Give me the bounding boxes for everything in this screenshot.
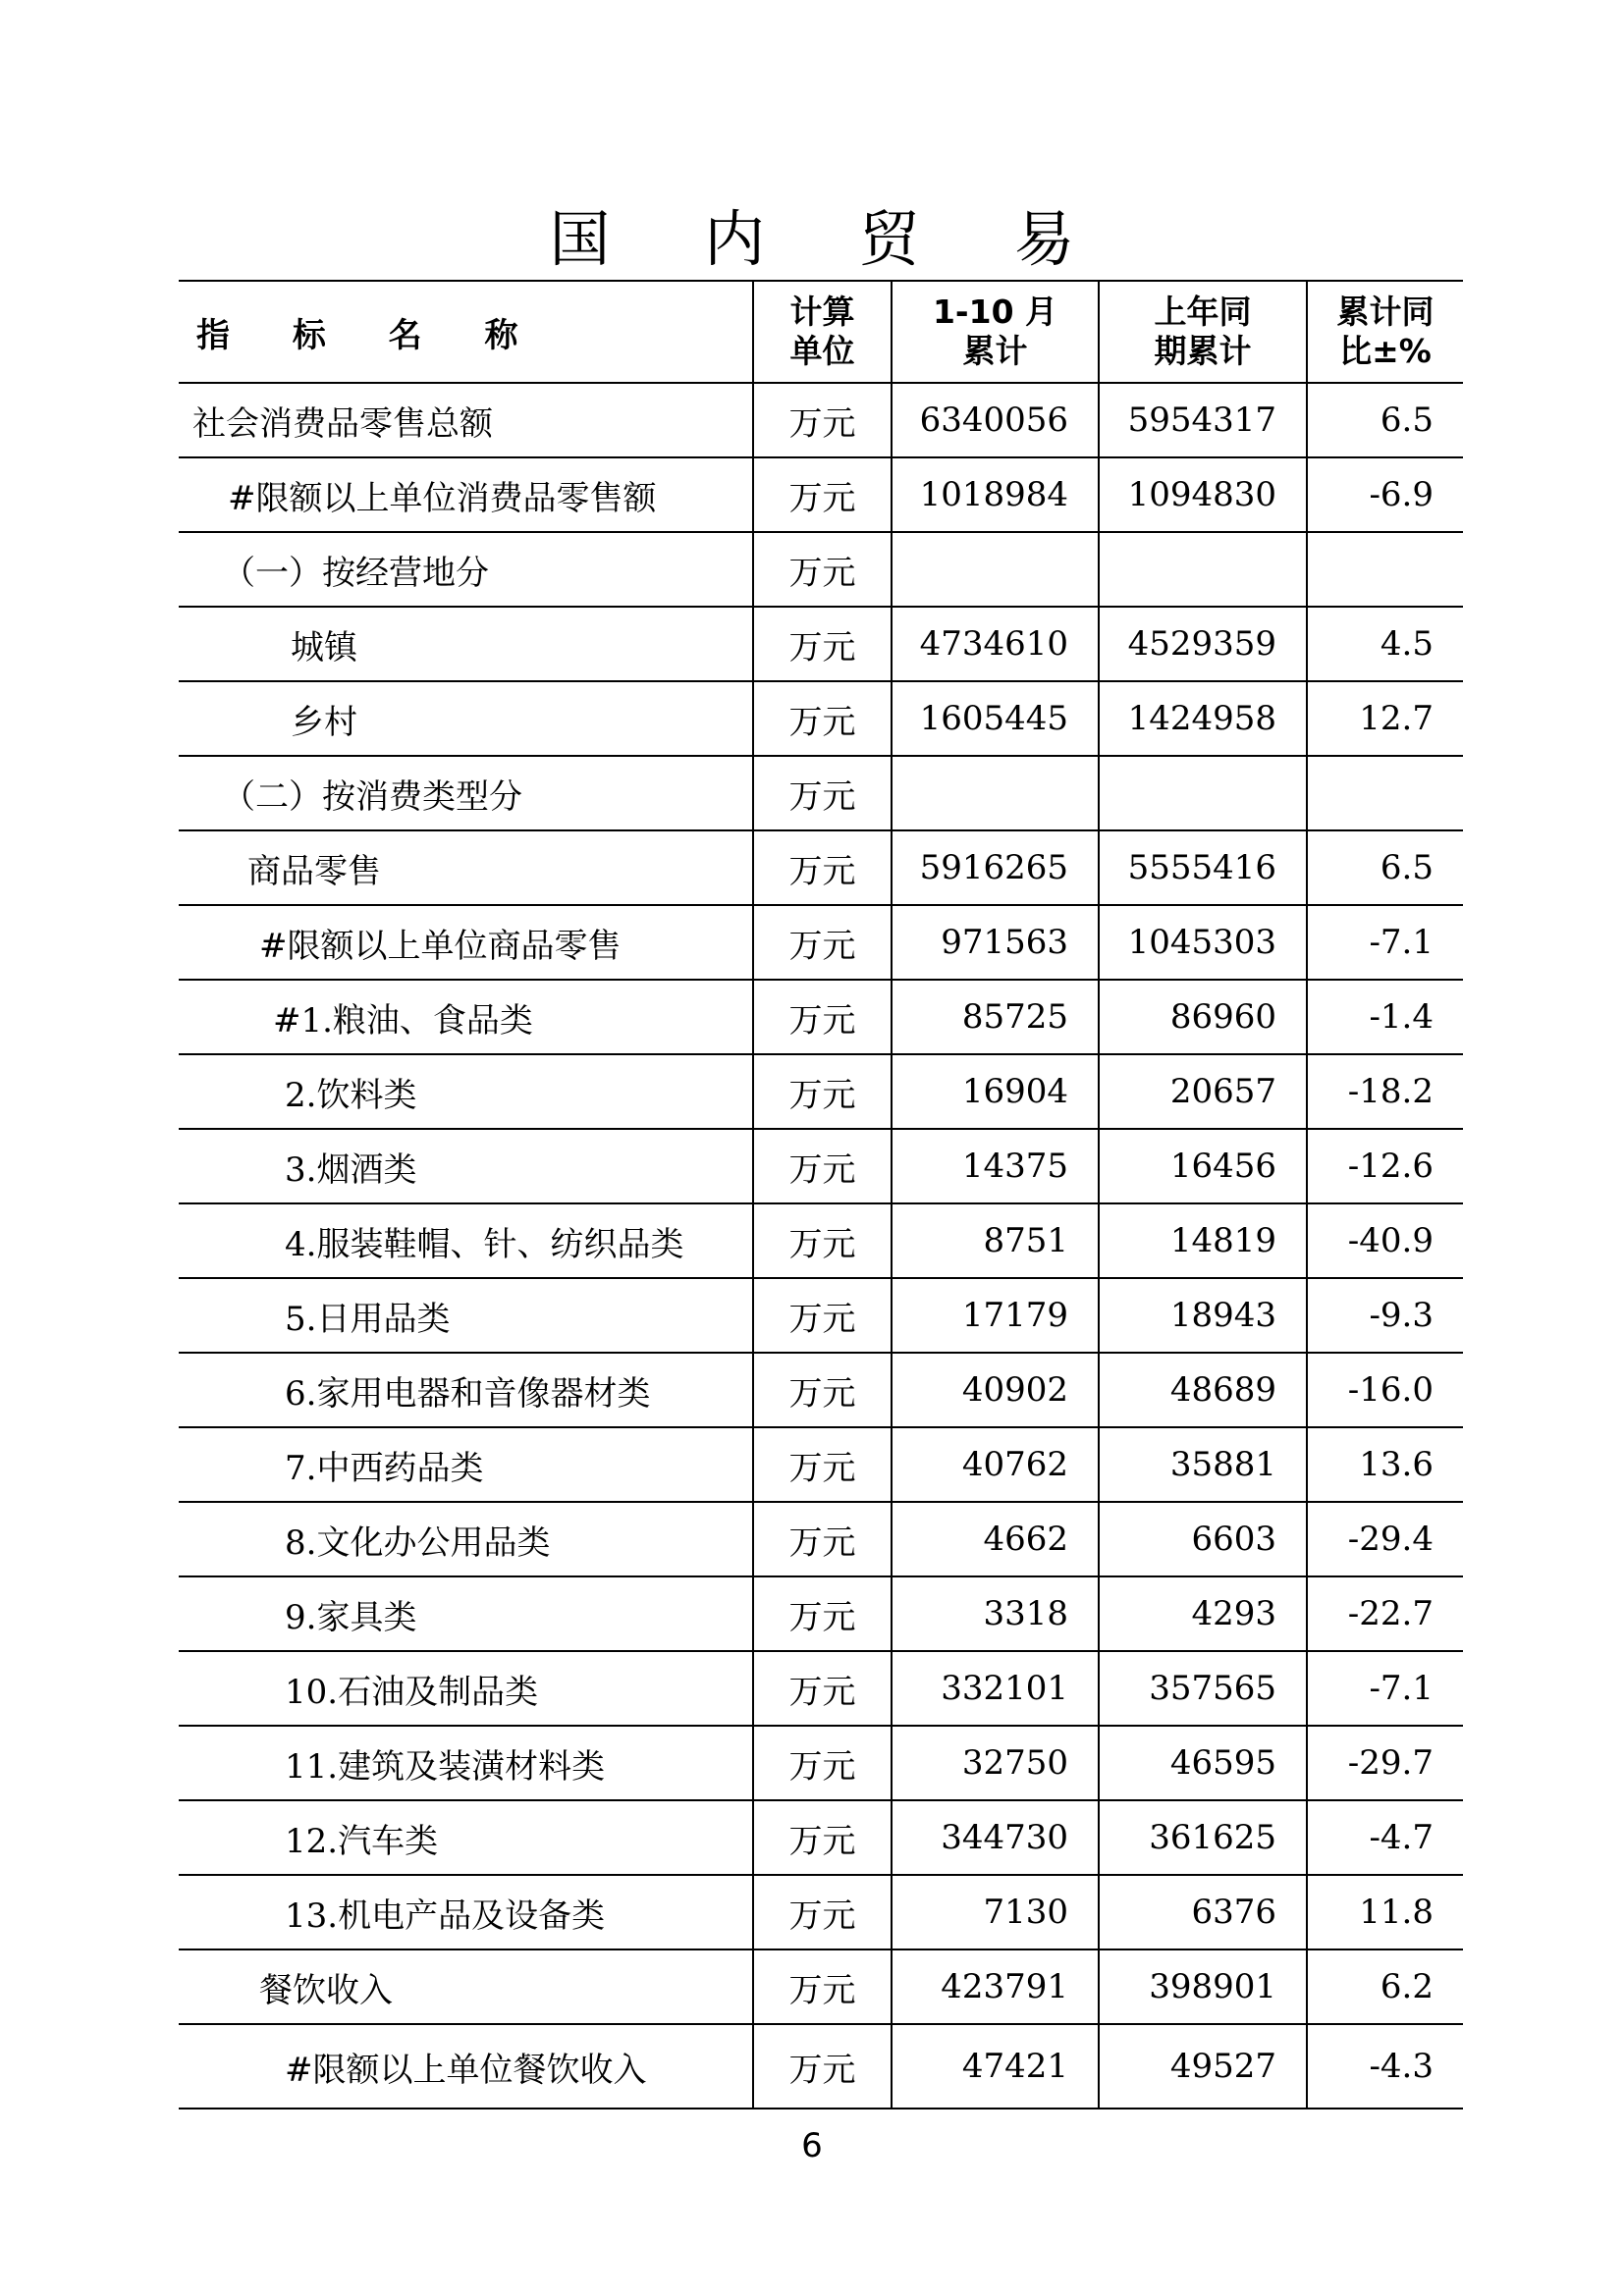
- yoy-change-value: -22.7: [1307, 1576, 1463, 1651]
- header-yoy-change: [1307, 281, 1463, 383]
- yoy-change-value: -18.2: [1307, 1054, 1463, 1129]
- current-value: 40902: [892, 1353, 1099, 1427]
- previous-value: 361625: [1099, 1800, 1307, 1875]
- current-value: 344730: [892, 1800, 1099, 1875]
- indicator-name: 5.日用品类: [179, 1278, 753, 1353]
- current-value: 32750: [892, 1726, 1099, 1800]
- header-change-line1: 累计同: [1336, 293, 1435, 331]
- indicator-name: #限额以上单位商品零售: [179, 905, 753, 980]
- yoy-change-value: -1.4: [1307, 980, 1463, 1054]
- unit-cell: 万元: [753, 756, 892, 830]
- current-value: 7130: [892, 1875, 1099, 1949]
- table-row: [179, 1875, 1463, 1949]
- current-value: 17179: [892, 1278, 1099, 1353]
- current-value: 5916265: [892, 830, 1099, 905]
- yoy-change-value: -7.1: [1307, 905, 1463, 980]
- yoy-change-value: -40.9: [1307, 1203, 1463, 1278]
- table-row: [179, 457, 1463, 532]
- table-row: [179, 1427, 1463, 1502]
- table-row: [179, 532, 1463, 607]
- previous-value: 4529359: [1099, 607, 1307, 681]
- yoy-change-value: -16.0: [1307, 1353, 1463, 1427]
- current-value: 4662: [892, 1502, 1099, 1576]
- yoy-change-value: -4.3: [1307, 2024, 1463, 2109]
- previous-value: 4293: [1099, 1576, 1307, 1651]
- previous-value: 14819: [1099, 1203, 1307, 1278]
- unit-cell: 万元: [753, 1576, 892, 1651]
- indicator-name: 4.服装鞋帽、针、纺织品类: [179, 1203, 753, 1278]
- unit-cell: 万元: [753, 681, 892, 756]
- yoy-change-value: -29.7: [1307, 1726, 1463, 1800]
- table-row: [179, 1800, 1463, 1875]
- header-previous-line2: 期累计: [1154, 332, 1252, 370]
- indicator-name: 3.烟酒类: [179, 1129, 753, 1203]
- indicator-name: 10.石油及制品类: [179, 1651, 753, 1726]
- current-value: 332101: [892, 1651, 1099, 1726]
- table-row: [179, 1054, 1463, 1129]
- current-value: 14375: [892, 1129, 1099, 1203]
- page-number: 6: [801, 2126, 823, 2165]
- previous-value: 20657: [1099, 1054, 1307, 1129]
- unit-cell: 万元: [753, 830, 892, 905]
- previous-value: 1424958: [1099, 681, 1307, 756]
- unit-cell: 万元: [753, 1726, 892, 1800]
- unit-cell: 万元: [753, 1502, 892, 1576]
- header-unit-line1: 计算: [789, 293, 855, 331]
- indicator-name: （二）按消费类型分: [179, 756, 753, 830]
- previous-value: 357565: [1099, 1651, 1307, 1726]
- yoy-change-value: 6.5: [1307, 830, 1463, 905]
- unit-cell: 万元: [753, 1129, 892, 1203]
- table-row: [179, 1651, 1463, 1726]
- indicator-name: #限额以上单位消费品零售额: [179, 457, 753, 532]
- previous-value: 46595: [1099, 1726, 1307, 1800]
- table-row: [179, 1726, 1463, 1800]
- yoy-change-value: -9.3: [1307, 1278, 1463, 1353]
- table-row: [179, 2024, 1463, 2109]
- current-value: 1018984: [892, 457, 1099, 532]
- indicator-name: #1.粮油、食品类: [179, 980, 753, 1054]
- unit-cell: 万元: [753, 1800, 892, 1875]
- previous-value: [1099, 532, 1307, 607]
- unit-cell: 万元: [753, 2024, 892, 2109]
- header-unit-line2: 单位: [789, 332, 855, 370]
- header-change-line2: 比±%: [1339, 332, 1432, 370]
- previous-value: [1099, 756, 1307, 830]
- yoy-change-value: 4.5: [1307, 607, 1463, 681]
- yoy-change-value: -7.1: [1307, 1651, 1463, 1726]
- current-value: 971563: [892, 905, 1099, 980]
- unit-cell: 万元: [753, 1651, 892, 1726]
- page-title: 国 内 贸 易: [549, 203, 1112, 275]
- table-header-row: [179, 281, 1463, 383]
- unit-cell: 万元: [753, 1278, 892, 1353]
- indicator-name: 城镇: [179, 607, 753, 681]
- unit-cell: 万元: [753, 1875, 892, 1949]
- indicator-name: #限额以上单位餐饮收入: [179, 2024, 753, 2109]
- table-row: [179, 1129, 1463, 1203]
- table-row: [179, 905, 1463, 980]
- yoy-change-value: 6.5: [1307, 383, 1463, 457]
- table-row: [179, 980, 1463, 1054]
- previous-value: 5954317: [1099, 383, 1307, 457]
- indicator-name: 13.机电产品及设备类: [179, 1875, 753, 1949]
- table-row: [179, 1502, 1463, 1576]
- yoy-change-value: -29.4: [1307, 1502, 1463, 1576]
- previous-value: 398901: [1099, 1949, 1307, 2024]
- previous-value: 18943: [1099, 1278, 1307, 1353]
- current-value: [892, 532, 1099, 607]
- previous-value: 48689: [1099, 1353, 1307, 1427]
- yoy-change-value: 12.7: [1307, 681, 1463, 756]
- unit-cell: 万元: [753, 457, 892, 532]
- current-value: 85725: [892, 980, 1099, 1054]
- unit-cell: 万元: [753, 1054, 892, 1129]
- yoy-change-value: -6.9: [1307, 457, 1463, 532]
- yoy-change-value: [1307, 532, 1463, 607]
- yoy-change-value: -4.7: [1307, 1800, 1463, 1875]
- header-current-period: [892, 281, 1099, 383]
- previous-value: 16456: [1099, 1129, 1307, 1203]
- unit-cell: 万元: [753, 1427, 892, 1502]
- table-row: [179, 1353, 1463, 1427]
- current-value: [892, 756, 1099, 830]
- header-previous-line1: 上年同: [1154, 293, 1252, 331]
- current-value: 40762: [892, 1427, 1099, 1502]
- yoy-change-value: [1307, 756, 1463, 830]
- yoy-change-value: -12.6: [1307, 1129, 1463, 1203]
- current-value: 16904: [892, 1054, 1099, 1129]
- indicator-name: 12.汽车类: [179, 1800, 753, 1875]
- unit-cell: 万元: [753, 607, 892, 681]
- unit-cell: 万元: [753, 1203, 892, 1278]
- indicator-name: 商品零售: [179, 830, 753, 905]
- yoy-change-value: 11.8: [1307, 1875, 1463, 1949]
- indicator-name: 餐饮收入: [179, 1949, 753, 2024]
- indicator-name: 6.家用电器和音像器材类: [179, 1353, 753, 1427]
- current-value: 8751: [892, 1203, 1099, 1278]
- table-row: [179, 830, 1463, 905]
- header-current-line1: 1-10 月: [932, 293, 1058, 331]
- yoy-change-value: 6.2: [1307, 1949, 1463, 2024]
- current-value: 423791: [892, 1949, 1099, 2024]
- previous-value: 6603: [1099, 1502, 1307, 1576]
- current-value: 47421: [892, 2024, 1099, 2109]
- previous-value: 86960: [1099, 980, 1307, 1054]
- unit-cell: 万元: [753, 1353, 892, 1427]
- unit-cell: 万元: [753, 532, 892, 607]
- current-value: 1605445: [892, 681, 1099, 756]
- yoy-change-value: 13.6: [1307, 1427, 1463, 1502]
- table-row: [179, 607, 1463, 681]
- header-previous-period: [1099, 281, 1307, 383]
- table-row: [179, 1203, 1463, 1278]
- previous-value: 1045303: [1099, 905, 1307, 980]
- indicator-name: 8.文化办公用品类: [179, 1502, 753, 1576]
- unit-cell: 万元: [753, 1949, 892, 2024]
- indicator-name: 7.中西药品类: [179, 1427, 753, 1502]
- table-row: [179, 1949, 1463, 2024]
- table-row: [179, 756, 1463, 830]
- unit-cell: 万元: [753, 905, 892, 980]
- previous-value: 1094830: [1099, 457, 1307, 532]
- current-value: 3318: [892, 1576, 1099, 1651]
- previous-value: 6376: [1099, 1875, 1307, 1949]
- unit-cell: 万元: [753, 383, 892, 457]
- previous-value: 49527: [1099, 2024, 1307, 2109]
- domestic-trade-table: [179, 280, 1463, 2109]
- indicator-name: 社会消费品零售总额: [179, 383, 753, 457]
- previous-value: 5555416: [1099, 830, 1307, 905]
- table-row: [179, 681, 1463, 756]
- current-value: 6340056: [892, 383, 1099, 457]
- indicator-name: 9.家具类: [179, 1576, 753, 1651]
- table-row: [179, 1576, 1463, 1651]
- previous-value: 35881: [1099, 1427, 1307, 1502]
- header-indicator-name: 指 标 名 称: [179, 281, 753, 383]
- unit-cell: 万元: [753, 980, 892, 1054]
- indicator-name: 2.饮料类: [179, 1054, 753, 1129]
- header-current-line2: 累计: [962, 332, 1028, 370]
- header-unit: [753, 281, 892, 383]
- table-row: [179, 383, 1463, 457]
- indicator-name: 11.建筑及装潢材料类: [179, 1726, 753, 1800]
- indicator-name: （一）按经营地分: [179, 532, 753, 607]
- table-row: [179, 1278, 1463, 1353]
- indicator-name: 乡村: [179, 681, 753, 756]
- current-value: 4734610: [892, 607, 1099, 681]
